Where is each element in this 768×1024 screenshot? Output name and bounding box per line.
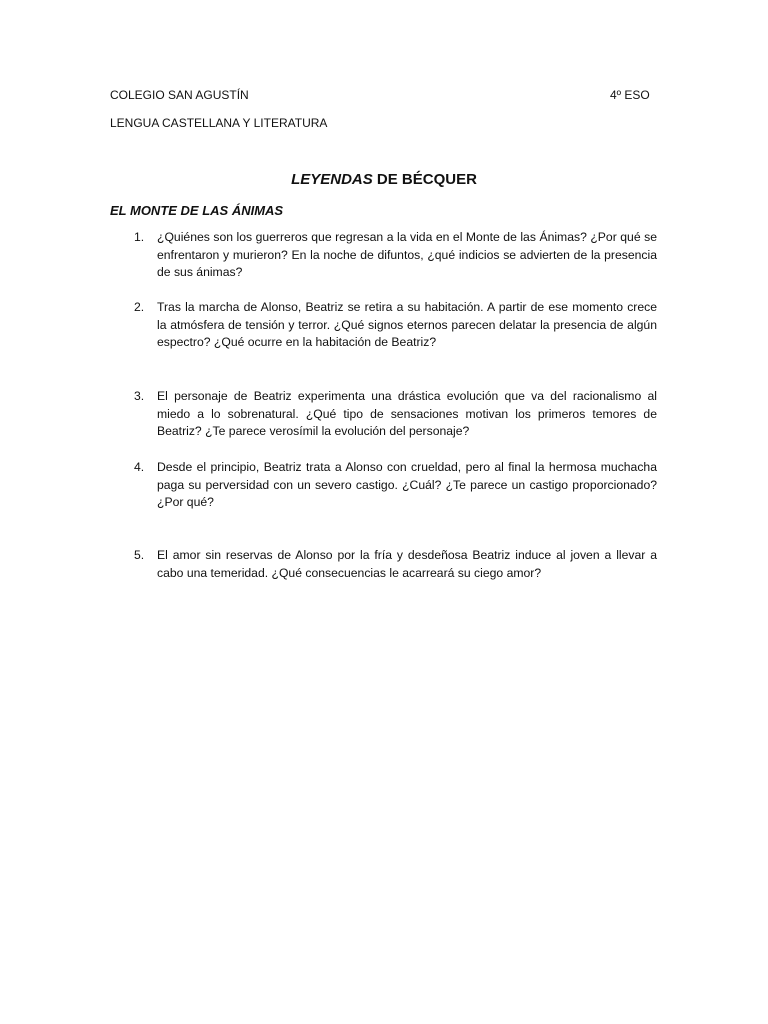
question-item: [134, 299, 657, 352]
question-item: [134, 388, 657, 441]
subject-name: LENGUA CASTELLANA Y LITERATURA: [110, 116, 328, 130]
title-rest: DE BÉCQUER: [372, 171, 477, 188]
document-title: [0, 170, 768, 190]
question-item: [134, 547, 657, 582]
question-number: 4.: [134, 460, 145, 474]
question-number: 1.: [134, 230, 145, 244]
question-text: El amor sin reservas de Alonso por la fría y desdeñosa Beatriz induce al joven a llevar a cabo una temeridad. ¿Qué consecuencias le acarreará su ciego amor?: [157, 548, 657, 580]
grade-level: 4º ESO: [610, 88, 650, 102]
question-text: Tras la marcha de Alonso, Beatriz se retira a su habitación. A partir de ese momento crece la atmósfera de tensión y terror. ¿Qué signos eternos parecen delatar la presencia de algún espectro? ¿Qué ocurre en la habitación de Beatriz?: [157, 300, 657, 350]
school-name: COLEGIO SAN AGUSTÍN: [110, 88, 249, 102]
question-text: El personaje de Beatriz experimenta una drástica evolución que va del racionalismo al miedo a lo sobrenatural. ¿Qué tipo de sensaciones motivan los primeros temores de Beatriz? ¿Te parece verosímil la evolución del personaje?: [157, 389, 657, 439]
question-text: ¿Quiénes son los guerreros que regresan a la vida en el Monte de las Ánimas? ¿Por qué se enfrentaron y murieron? En la noche de difuntos, ¿qué indicios se advierten de la presencia de sus ánimas?: [157, 230, 657, 280]
question-number: 5.: [134, 548, 145, 562]
title-italic: LEYENDAS: [291, 171, 373, 188]
question-text: Desde el principio, Beatriz trata a Alonso con crueldad, pero al final la hermosa muchacha paga su perversidad con un severo castigo. ¿Cuál? ¿Te parece un castigo proporcionado? ¿Por qué?: [157, 460, 657, 510]
question-item: [134, 229, 657, 282]
question-number: 3.: [134, 389, 145, 403]
section-title: EL MONTE DE LAS ÁNIMAS: [110, 203, 284, 218]
question-item: [134, 459, 657, 512]
question-number: 2.: [134, 300, 145, 314]
